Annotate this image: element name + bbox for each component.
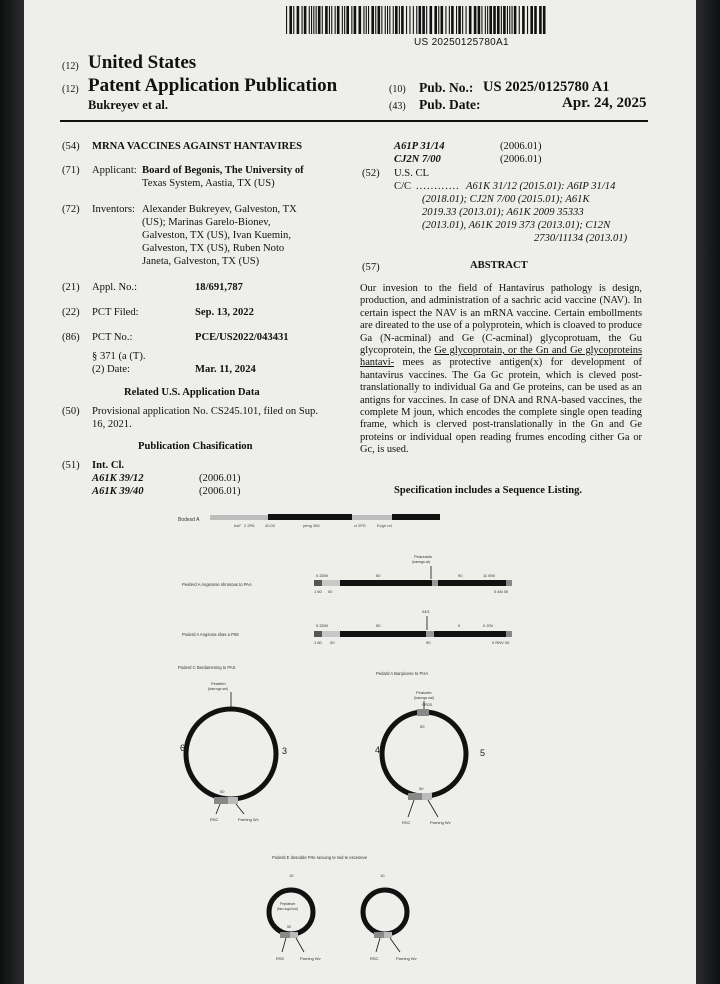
pct-filed-value: Sep. 13, 2022 (195, 307, 254, 318)
intcl-label: Int. Cl. (92, 460, 125, 471)
patent-figure (24, 500, 696, 984)
barcode-stripe (346, 6, 349, 34)
invention-title: MRNA VACCINES AGAINST HANTAVIRES (92, 141, 303, 152)
row1-segment-light (322, 580, 340, 586)
plasmid-e1-ring (269, 890, 313, 934)
header-rule (60, 120, 648, 122)
cls-code-1: A61P 31/14 (394, 141, 445, 152)
barcode-stripe (416, 6, 417, 34)
barcode-stripe (466, 6, 467, 34)
header-code-1: (12) (62, 61, 79, 72)
section-a-tick-6: Evgrl nd (377, 523, 392, 528)
uscl-label: U.S. CL (394, 168, 430, 179)
barcode (286, 6, 546, 34)
barcode-stripe (438, 6, 439, 34)
barcode-stripe (462, 6, 463, 34)
barcode-stripe (507, 6, 508, 34)
s371-label: § 371 (a (T). (92, 351, 146, 362)
provisional-line-1: Provisional application No. CS245.101, filed on Sup. (92, 406, 318, 417)
plasmid-e2-top: 10 (380, 873, 385, 878)
barcode-stripe (449, 6, 450, 34)
barcode-stripe (389, 6, 390, 34)
pct-filed-code: (22) (62, 307, 80, 318)
row1-bottom-2: 00 (328, 589, 333, 594)
barcode-stripe (406, 6, 407, 34)
plasmid-e2-parting: Parning Wv (396, 956, 417, 961)
barcode-stripe (487, 6, 488, 34)
plasmid-d-insert-a (408, 793, 422, 800)
barcode-stripe (445, 6, 446, 34)
row2-segment-light (322, 631, 340, 637)
barcode-stripe (451, 6, 454, 34)
barcode-stripe (478, 6, 481, 34)
barcode-stripe (344, 6, 345, 34)
barcode-stripe (493, 6, 496, 34)
barcode-stripe (409, 6, 410, 34)
plasmid-e2-rsc: RSC (370, 956, 379, 961)
barcode-stripe (387, 6, 388, 34)
barcode-stripe (304, 6, 307, 34)
row2-bottom-3: 90 (426, 640, 431, 645)
applicant-line-2: Texas System, Aastia, TX (US) (142, 178, 275, 189)
barcode-stripe (313, 6, 314, 34)
intcl-code-1: A61K 39/12 (92, 473, 144, 484)
barcode-stripe (395, 6, 398, 34)
barcode-stripe (337, 6, 340, 34)
cpc-line-1: A61K 31/12 (2015.01): A6IP 31/14 (466, 181, 616, 192)
barcode-stripe (354, 6, 357, 34)
plasmid-e2-insert-b (384, 932, 392, 938)
row1-tick-3: 90 (458, 573, 463, 578)
row1-tick-4: 11 690 (483, 573, 495, 578)
barcode-stripe (399, 6, 400, 34)
row1-segment-cleavage (432, 580, 438, 586)
plasmid-e1-pointer-parting (296, 938, 304, 952)
barcode-stripe (371, 6, 374, 34)
barcode-stripe (363, 6, 364, 34)
row1-top-text: Pearzaido (414, 554, 433, 559)
row2-tick-4: 0 J0V (483, 623, 494, 628)
cpc-line-4: (2013.01), A61K 2019 373 (2013.01); C12N (422, 220, 611, 231)
plasmid-d-pointer-parting (428, 800, 438, 817)
pubno-code: (10) (389, 84, 406, 95)
barcode-stripe (311, 6, 312, 34)
row1-tick-2: 50 (376, 573, 381, 578)
barcode-stripe (512, 6, 513, 34)
abstract-text-underlined: Ge glycoprotain, or the Gn and Ge glycoproteins hantavi- (360, 345, 642, 369)
barcode-stripe (469, 6, 472, 34)
plasmid-d-top-insert (417, 709, 429, 716)
appl-label: Appl. No.: (92, 282, 138, 293)
cpc-dots: ............ (416, 181, 460, 192)
plasmid-e1-insert-b (290, 932, 298, 938)
authors: Bukreyev et al. (88, 98, 168, 112)
barcode-stripe (325, 6, 328, 34)
barcode-stripe (289, 6, 292, 34)
barcode-stripe (419, 6, 422, 34)
plasmid-e-label: Poderd E desodde Prte sexuing te Iwd te escedeve (272, 855, 368, 860)
row1-segment-gc (438, 580, 506, 586)
barcode-stripe (434, 6, 437, 34)
plasmid-c-side-right: 3 (282, 746, 288, 756)
cpc-line-5: 2730/11134 (2013.01) (534, 233, 628, 244)
barcode-stripe (481, 6, 482, 34)
abstract-text-part-2: mees as protective antigen(x) for development of hantavirus vaccines. The Ga Gc protein, which is cleved post-translationally to individual Ga and Ge proteins, can be used as an antigns for vaccines. In case of DNA and RNA-based vaccines, the complete M joun, which encodes the complete single open teading frame, which is clerved post-translationally in the Gn and Ge proteins or individual open reading frumes encoding cither Ga or Gc, is used. (360, 357, 642, 456)
barcode-stripe (286, 6, 287, 34)
provisional-line-2: 16, 2021. (92, 419, 132, 430)
plasmid-c-top: Peaitetn (211, 681, 226, 686)
plasmid-d-parting: Parning Wv (430, 820, 451, 825)
section-a-bar-end (392, 514, 440, 520)
plasmid-d-side-left: 4 (375, 745, 381, 755)
section-a-label: Bodesd A (178, 517, 200, 523)
section-a-tick-5: cl 2PD (354, 523, 366, 528)
abstract-text-part-1: Our invesion to the field of Hantavirus pathology is design, production, and administration of a sachric acid vaccine (NAV). In certain ispect the NAV is an mRNA vaccine. Certain embollments are direated to the use of a polyprotein, which is cloaved to produce Ga (N-acminal) and Ge (C-acminal) glycoprotuam, the Gu glycoprotein, the (360, 283, 642, 357)
abstract-code: (57) (362, 262, 380, 273)
plasmid-d-side-right: 5 (480, 748, 486, 758)
intcl-year-2: (2006.01) (199, 486, 241, 497)
inventors-line-1: Alexander Bukreyev, Galveston, TX (142, 204, 297, 215)
barcode-stripe (422, 6, 425, 34)
barcode-stripe (426, 6, 427, 34)
country-heading: United States (88, 52, 197, 73)
plasmid-e1-top: 10 (289, 873, 294, 878)
inventors-line-4: Galveston, TX (US), Ruben Noto (142, 243, 285, 254)
barcode-stripe (293, 6, 294, 34)
row2-segment-start (314, 631, 322, 637)
barcode-stripe (497, 6, 500, 34)
plasmid-e1-inner: Peptatset (280, 902, 296, 906)
pubno-value: US 2025/0125780 A1 (483, 79, 610, 95)
plasmid-c-parting: Parning Wv (238, 817, 259, 822)
plasmid-e1-inner-num: 50 (287, 925, 291, 929)
plasmid-c-top-sub: (barrngs sel) (208, 687, 229, 691)
pct-no-label: PCT No.: (92, 332, 133, 343)
section-a-bar-mid (268, 514, 352, 520)
barcode-stripe (413, 6, 414, 34)
plasmid-c-insert-a (214, 797, 228, 804)
patent-document-page (24, 0, 696, 984)
plasmid-e1-parting: Parning Wv (300, 956, 321, 961)
barcode-stripe (509, 6, 510, 34)
row2-bottom-2: 00 (330, 640, 335, 645)
s371-date-label: (2) Date: (92, 364, 130, 375)
plasmid-e2-ring (363, 890, 407, 934)
section-a-tick-3: 40.00 (265, 523, 276, 528)
barcode-stripe (501, 6, 502, 34)
pct-no-code: (86) (62, 332, 80, 343)
plasmid-d-insert-b (422, 793, 432, 800)
barcode-stripe (302, 6, 303, 34)
plasmid-d-top2: SRDD (422, 703, 433, 707)
plasmid-c-rsc: RSC (210, 817, 219, 822)
plasmid-e1-pointer-rsc (282, 938, 286, 952)
appl-code: (21) (62, 282, 80, 293)
publication-classification-heading: Publication Chasification (138, 441, 253, 452)
row1-bottom-1: 1 60 (314, 589, 322, 594)
applicant-line-1: Board of Begonis, The University of (142, 165, 304, 176)
pubdate-value: Apr. 24, 2025 (562, 95, 647, 111)
barcode-stripe (503, 6, 506, 34)
inventors-label: Inventors: (92, 204, 135, 215)
plasmid-e1-rsc: RS5 (276, 956, 284, 961)
section-a-tick-2: 2 2PA (244, 523, 255, 528)
cpc-line-3: 2019.33 (2013.01); A61K 2009 35333 (422, 207, 584, 218)
barcode-stripe (539, 6, 542, 34)
row2-label: Poderd A Angsona shas a PIM (182, 632, 239, 637)
row1-segment-start (314, 580, 322, 586)
barcode-stripe (309, 6, 310, 34)
barcode-stripe (530, 6, 533, 34)
section-a-tick-4: peng 360 (303, 523, 320, 528)
applicant-code: (71) (62, 165, 80, 176)
barcode-stripe (441, 6, 444, 34)
barcode-stripe (316, 6, 317, 34)
provisional-code: (50) (62, 406, 80, 417)
intcl-code-2: A61K 39/40 (92, 486, 144, 497)
intcl-code: (51) (62, 460, 80, 471)
barcode-stripe (534, 6, 537, 34)
barcode-stripe (329, 6, 330, 34)
header-code-2: (12) (62, 84, 79, 95)
barcode-stripe (378, 6, 381, 34)
barcode-stripe (430, 6, 433, 34)
barcode-stripe (331, 6, 332, 34)
barcode-stripe (381, 6, 382, 34)
plasmid-e1-insert-a (280, 932, 290, 938)
plasmid-e2-pointer-parting (390, 938, 400, 952)
row2-top-text: 04/1 (422, 609, 430, 614)
title-code: (54) (62, 141, 80, 152)
barcode-stripe (297, 6, 300, 34)
row1-segment-gn (340, 580, 432, 586)
cls-year-2: (2006.01) (500, 154, 542, 165)
inventors-code: (72) (62, 204, 80, 215)
barcode-stripe (366, 6, 367, 34)
plasmid-c-ring (186, 709, 276, 799)
sequence-listing-note: Specification includes a Sequence Listing. (394, 485, 583, 496)
row1-top-sub: (barwgs wl) (412, 560, 431, 564)
inventors-line-3: Galveston, TX (US), Ivan Kuemin, (142, 230, 291, 241)
intcl-year-1: (2006.01) (199, 473, 241, 484)
related-data-heading: Related U.S. Application Data (124, 387, 260, 398)
barcode-stripe (393, 6, 394, 34)
scan-dark-border-right (696, 0, 720, 984)
abstract-body (360, 283, 642, 457)
barcode-stripe (318, 6, 321, 34)
s371-date-value: Mar. 11, 2024 (195, 364, 256, 375)
plasmid-e2-pointer-rsc (376, 938, 380, 952)
barcode-stripe (543, 6, 546, 34)
row2-tick-1: 0 2DM (316, 623, 328, 628)
plasmid-d-rsc: RSC (402, 820, 411, 825)
pubdate-label: Pub. Date: (419, 97, 481, 112)
plasmid-c-bottom-num: 50 (220, 789, 225, 794)
row1-label: Peaferd A Angsonse shrosoas to PAA (182, 582, 252, 587)
section-a-bar-right (352, 515, 392, 520)
row1-bottom-3: 0 AN 00 (494, 589, 509, 594)
cpc-label: C/C (394, 181, 412, 192)
scan-dark-border-left (0, 0, 24, 984)
plasmid-c-pointer-parting (236, 804, 244, 814)
plasmid-d-bottom-num: 50 (419, 786, 424, 791)
plasmid-e1-inner-sub: (fsks srgct to#) (277, 907, 298, 911)
cls-code-2: CJ2N 7/00 (394, 154, 441, 165)
plasmid-c-insert-b (228, 797, 238, 804)
barcode-stripe (401, 6, 404, 34)
row2-segment-gn (340, 631, 426, 637)
barcode-stripe (322, 6, 323, 34)
plasmid-c-side-left: 6 (180, 743, 186, 753)
row2-segment-cleavage (426, 631, 434, 637)
appl-value: 18/691,787 (195, 282, 243, 293)
section-a-tick-1: hat° (234, 523, 242, 528)
cpc-line-2: (2018.01); CJ2N 7/00 (2015.01); A61K (422, 194, 590, 205)
inventors-line-5: Janeta, Galveston, TX (US) (142, 256, 260, 267)
pubdate-code: (43) (389, 101, 406, 112)
barcode-stripe (519, 6, 520, 34)
publication-type-heading: Patent Application Publication (88, 75, 338, 96)
barcode-stripe (342, 6, 343, 34)
plasmid-d-label: Pedard A Banpicese to PHA (376, 671, 429, 676)
row2-segment-gc (434, 631, 506, 637)
barcode-stripe (335, 6, 336, 34)
row1-tick-1: 0 2DM (316, 573, 328, 578)
barcode-stripe (458, 6, 461, 34)
barcode-stripe (485, 6, 486, 34)
row2-bottom-4: 0 RNV 00 (492, 640, 510, 645)
plasmid-c-label: Poderd C Berdamesing to PAS (178, 665, 236, 670)
barcode-stripe (368, 6, 369, 34)
cls-year-1: (2006.01) (500, 141, 542, 152)
plasmid-d-top3: 50 (420, 724, 425, 729)
barcode-stripe (351, 6, 352, 34)
row2-tick-3: 0 (458, 623, 461, 628)
plasmid-d-pointer-rsc (408, 800, 414, 817)
pubno-label: Pub. No.: (419, 80, 474, 95)
uscl-code: (52) (362, 168, 380, 179)
applicant-label: Applicant: (92, 165, 137, 176)
barcode-stripe (489, 6, 492, 34)
row1-segment-end (506, 580, 512, 586)
barcode-stripe (474, 6, 477, 34)
barcode-stripe (375, 6, 376, 34)
barcode-stripe (359, 6, 362, 34)
barcode-stripe (527, 6, 528, 34)
barcode-number: US 20250125780A1 (414, 37, 509, 48)
pct-no-value: PCE/US2022/043431 (195, 332, 289, 343)
plasmid-e2-insert-a (374, 932, 384, 938)
abstract-heading: ABSTRACT (470, 260, 528, 271)
plasmid-c-pointer-rsc (216, 804, 220, 814)
barcode-stripe (385, 6, 386, 34)
barcode-stripe (514, 6, 517, 34)
pct-filed-label: PCT Filed: (92, 307, 139, 318)
section-a-bar-left (210, 515, 268, 520)
plasmid-d-top: Peaizete (416, 690, 432, 695)
plasmid-d-top-sub: (barmgs sal) (414, 696, 434, 700)
inventors-line-2: (US); Marinas Garelo-Bionev, (142, 217, 271, 228)
barcode-stripe (522, 6, 525, 34)
row2-tick-2: 50 (376, 623, 381, 628)
barcode-stripe (456, 6, 457, 34)
row2-segment-end (506, 631, 512, 637)
row2-bottom-1: 1 60 (314, 640, 322, 645)
